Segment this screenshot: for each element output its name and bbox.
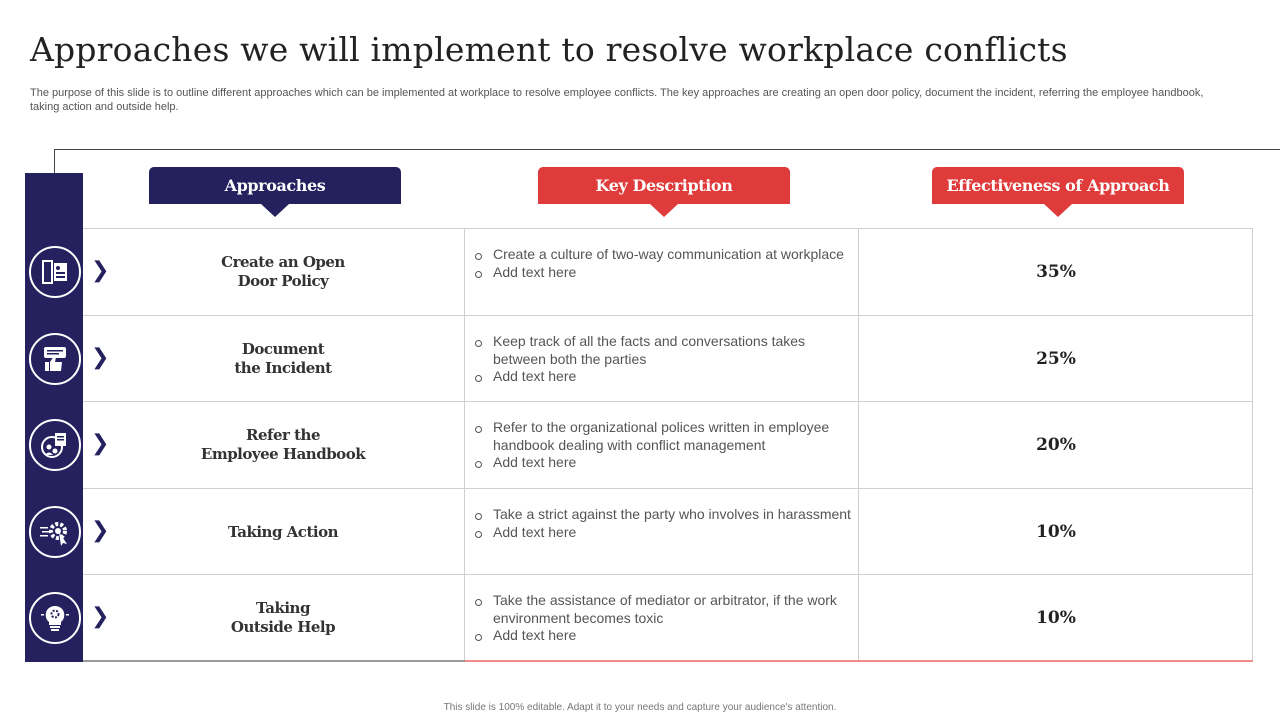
table-row [25, 575, 1253, 661]
table-row [25, 316, 1253, 402]
description-list [473, 419, 853, 472]
description-item: Add text here [473, 454, 853, 472]
description-list [473, 333, 853, 386]
approach-label: Refer the Employee Handbook [200, 426, 366, 463]
description-item: Take a strict against the party who involves in harassment [473, 506, 853, 524]
description-item: Create a culture of two-way communication at workplace [473, 246, 853, 264]
description-item: Add text here [473, 264, 853, 282]
open-door-icon [29, 246, 81, 298]
approach-label: Taking Outside Help [230, 599, 336, 636]
header-effectiveness: Effectiveness of Approach [932, 167, 1184, 204]
chat-thumbs-up-icon [29, 333, 81, 385]
approach-label: Create an Open Door Policy [221, 253, 345, 290]
effectiveness-value: 10% [1036, 608, 1076, 628]
page-subtitle: The purpose of this slide is to outline different approaches which can be implemented at workplace to resolve employee conflicts. The key approaches are creating an open door policy, document the incident, referring the employee handbook, taking action and outside help. [30, 87, 1204, 113]
table-row [25, 402, 1253, 488]
description-item: Add text here [473, 627, 853, 645]
lightbulb-gear-icon [29, 592, 81, 644]
decorative-line [54, 149, 55, 173]
description-list [473, 506, 853, 541]
header-key-description: Key Description [538, 167, 790, 204]
gear-cursor-icon [29, 506, 81, 558]
effectiveness-value: 35% [1036, 262, 1076, 282]
chevron-right-icon: ❯ [91, 431, 110, 456]
page-title: Approaches we will implement to resolve workplace conflicts [30, 30, 1068, 69]
decorative-line [54, 149, 1280, 150]
chevron-right-icon: ❯ [91, 345, 110, 370]
chevron-right-icon: ❯ [91, 604, 110, 629]
footer-note: This slide is 100% editable. Adapt it to your needs and capture your audience's attention. [443, 702, 837, 713]
description-item: Take the assistance of mediator or arbitrator, if the work environment becomes toxic [473, 592, 853, 627]
header-approaches: Approaches [149, 167, 401, 204]
description-item: Add text here [473, 368, 853, 386]
description-item: Keep track of all the facts and conversations takes between both the parties [473, 333, 853, 368]
description-item: Refer to the organizational polices written in employee handbook dealing with conflict management [473, 419, 853, 454]
table-row [25, 229, 1253, 315]
description-list [473, 246, 853, 281]
effectiveness-value: 20% [1036, 435, 1076, 455]
chevron-right-icon: ❯ [91, 258, 110, 283]
approach-label: Taking Action [228, 522, 338, 541]
description-item: Add text here [473, 524, 853, 542]
effectiveness-value: 25% [1036, 349, 1076, 369]
description-list [473, 592, 853, 645]
effectiveness-value: 10% [1036, 522, 1076, 542]
chevron-right-icon: ❯ [91, 518, 110, 543]
table-row [25, 489, 1253, 575]
approach-label: Document the Incident [234, 340, 332, 377]
handbook-people-icon [29, 419, 81, 471]
